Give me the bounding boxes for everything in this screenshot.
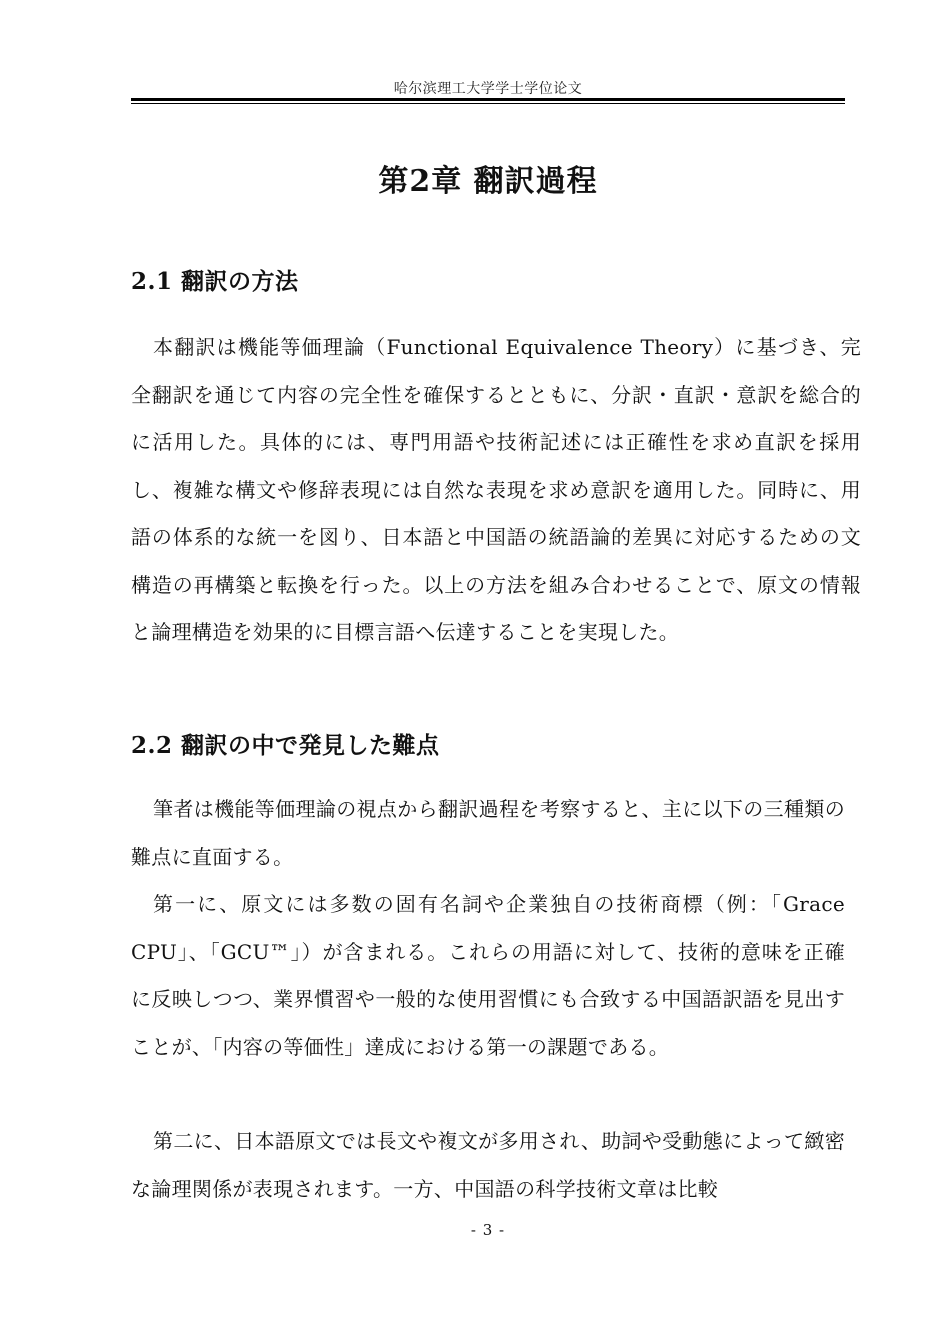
paragraph-first-difficulty: 第一に、原文には多数の固有名詞や企業独自の技術商標（例：「Grace CPU」、「GCU™」）が含まれる。これらの用語に対して、技術的意味を正確に反映しつつ、業界慣習や一般的な使用習慣にも合致する中国語訳語を見出すことが、「内容の等価性」達成における第一の課題である。	[131, 892, 845, 1059]
header-rule-thin	[131, 103, 845, 104]
paragraph-translation-method: 本翻訳は機能等価理論（Functional Equivalence Theory）に基づき、完全翻訳を通じて内容の完全性を確保するとともに、分訳・直訳・意訳を総合的に活用した。具体的には、専門用語や技術記述には正確性を求め直訳を採用し、複雑な構文や修辞表現には自然な表現を求め意訳を適用した。同時に、用語の体系的な統一を図り、日本語と中国語の統語論的差異に対応するための文構造の再構築と転換を行った。以上の方法を組み合わせることで、原文の情報と論理構造を効果的に目標言語へ伝達することを実現した。	[131, 335, 861, 644]
section-heading-2-2: 2.2 翻訳の中で発見した難点	[131, 732, 440, 759]
paragraph-second-difficulty: 第二に、日本語原文では長文や複文が多用され、助詞や受動態によって緻密な論理関係が表現されます。一方、中国語の科学技術文章は比較	[131, 1129, 845, 1201]
chapter-title: 第2章 翻訳過程	[378, 164, 598, 199]
section-heading-2-1: 2.1 翻訳の方法	[131, 268, 299, 295]
paragraph-difficulties-intro: 筆者は機能等価理論の視点から翻訳過程を考察すると、主に以下の三種類の難点に直面する。	[131, 797, 845, 869]
running-header: 哈尔滨理工大学学士学位论文	[393, 81, 583, 97]
header-rule-thick	[131, 98, 845, 101]
page-number: - 3 -	[470, 1221, 506, 1239]
